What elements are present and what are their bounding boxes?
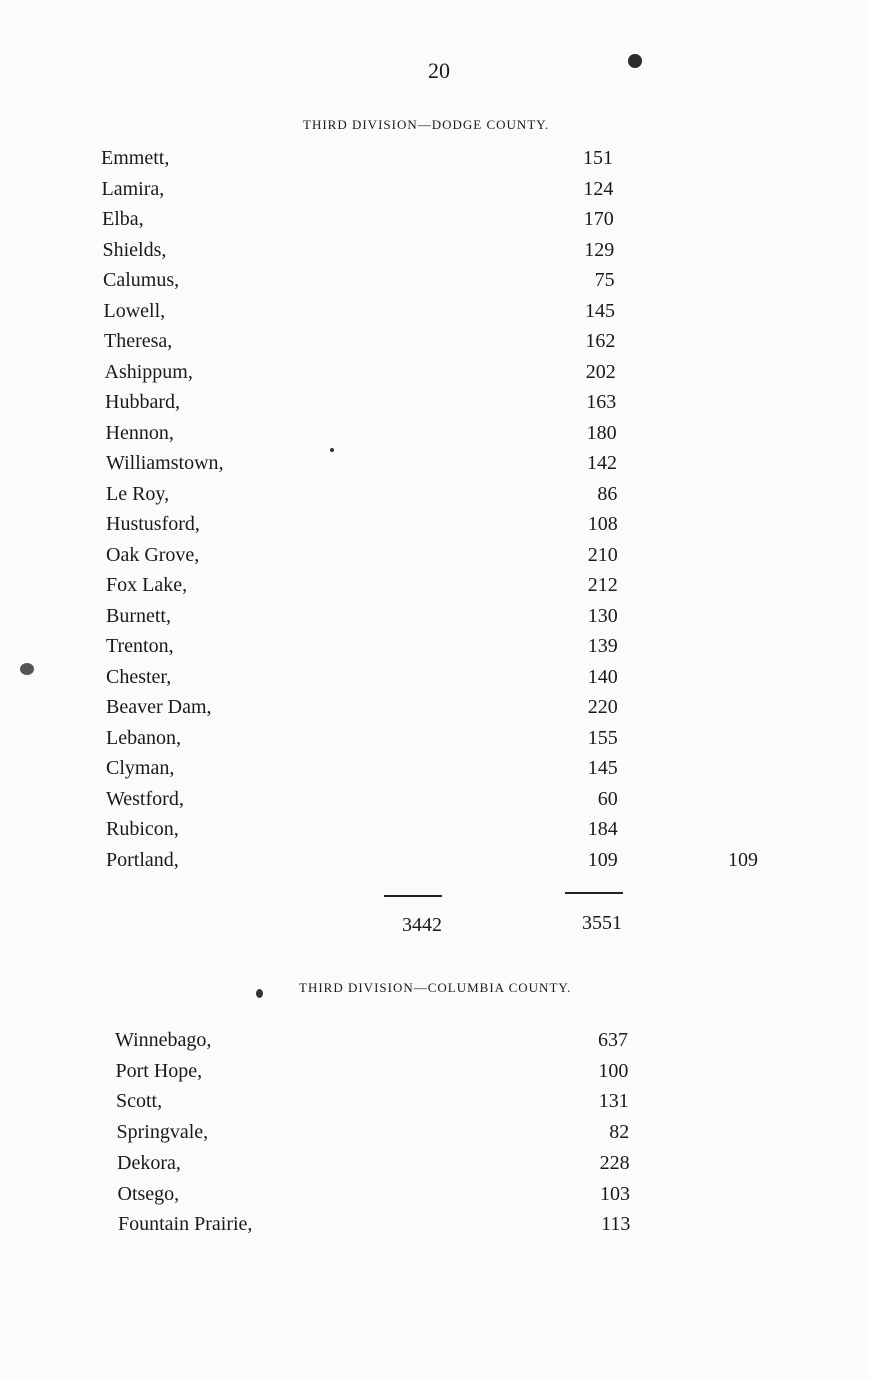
township-name: Otsego, (117, 1182, 180, 1205)
township-value: 75 (594, 269, 615, 291)
township-value: 131 (598, 1090, 629, 1113)
township-name: Shields, (102, 238, 167, 261)
township-value: 202 (585, 360, 616, 383)
township-value: 82 (609, 1121, 630, 1144)
township-name: Lebanon, (106, 726, 181, 749)
township-value: 124 (583, 177, 614, 200)
township-value: 109 (587, 848, 618, 871)
township-name: Portland, (106, 848, 179, 871)
table-row (0, 666, 869, 696)
township-value: 145 (587, 757, 618, 779)
township-name: Emmett, (101, 147, 170, 169)
table-row (0, 483, 869, 513)
table-row (0, 544, 869, 574)
township-value: 151 (583, 147, 613, 169)
township-name: Hubbard, (105, 391, 180, 413)
total-rule-left (384, 895, 442, 897)
township-name: Trenton, (106, 635, 174, 657)
township-name: Burnett, (106, 604, 171, 627)
township-value: 155 (587, 726, 618, 749)
township-name: Beaver Dam, (106, 696, 212, 718)
township-value: 210 (587, 543, 618, 566)
township-name: Hustusford, (106, 513, 200, 535)
table-row (0, 635, 869, 665)
township-name: Williamstown, (106, 452, 224, 474)
table-row (0, 757, 869, 787)
table-row (0, 696, 869, 726)
township-name: Fountain Prairie, (118, 1213, 253, 1236)
township-name: Chester, (106, 665, 172, 688)
township-name: Hennon, (105, 421, 174, 444)
township-value: 212 (587, 574, 618, 596)
township-value: 637 (598, 1029, 628, 1051)
township-value: 220 (587, 696, 618, 718)
table-row (0, 391, 869, 421)
township-value: 184 (587, 818, 618, 840)
table-row (0, 1213, 869, 1243)
township-value: 60 (597, 787, 618, 810)
township-value: 129 (584, 238, 615, 261)
township-name: Ashippum, (104, 360, 193, 383)
dodge-county-heading: THIRD DIVISION—DODGE COUNTY. (303, 117, 550, 132)
table-row (0, 574, 869, 604)
table-row (0, 1121, 869, 1151)
township-name: Dekora, (117, 1151, 181, 1174)
township-value: 86 (597, 482, 618, 505)
township-name: Theresa, (104, 330, 173, 352)
ink-blot (256, 989, 263, 998)
township-value: 100 (598, 1059, 629, 1082)
township-value: 113 (601, 1213, 631, 1236)
ink-blot (330, 448, 334, 452)
table-row (0, 849, 869, 879)
total-rule-right (565, 892, 623, 894)
township-value: 139 (587, 635, 618, 657)
township-value: 103 (600, 1182, 630, 1205)
table-row (0, 818, 869, 848)
township-value: 130 (587, 604, 618, 627)
township-value: 162 (585, 330, 616, 352)
dodge-total-right: 3551 (582, 912, 622, 934)
township-name: Le Roy, (106, 482, 170, 505)
township-name: Oak Grove, (106, 543, 200, 566)
table-row (0, 513, 869, 543)
township-name: Scott, (116, 1090, 163, 1113)
township-name: Lowell, (103, 299, 166, 322)
table-row (0, 788, 869, 818)
township-name: Lamira, (101, 177, 165, 200)
page-number: 20 (428, 58, 450, 83)
township-value: 140 (587, 665, 618, 688)
township-name: Westford, (106, 787, 184, 810)
township-value: 145 (585, 299, 615, 322)
township-name: Clyman, (106, 757, 175, 779)
table-row (0, 147, 869, 177)
township-value: 228 (599, 1151, 630, 1174)
table-row (0, 300, 869, 330)
table-row (0, 330, 869, 360)
table-row (0, 1060, 869, 1090)
table-row (0, 1029, 869, 1059)
township-extra-value: 109 (728, 848, 758, 871)
township-value: 108 (587, 513, 618, 535)
ink-blot (20, 663, 34, 675)
columbia-county-heading: THIRD DIVISION—COLUMBIA COUNTY. (299, 980, 572, 995)
table-row (0, 239, 869, 269)
township-value: 142 (587, 452, 617, 474)
table-row (0, 727, 869, 757)
township-value: 163 (586, 391, 617, 413)
township-name: Fox Lake, (106, 574, 188, 596)
township-name: Springvale, (116, 1121, 209, 1144)
dodge-total-left: 3442 (402, 914, 442, 936)
table-row (0, 1183, 869, 1213)
table-row (0, 1152, 869, 1182)
township-name: Rubicon, (106, 818, 179, 840)
table-row (0, 361, 869, 391)
ink-blot (628, 54, 642, 68)
table-row (0, 452, 869, 482)
township-name: Port Hope, (115, 1059, 203, 1082)
township-name: Winnebago, (115, 1029, 212, 1051)
township-value: 180 (586, 421, 617, 444)
table-row (0, 178, 869, 208)
table-row (0, 605, 869, 635)
township-value: 170 (583, 208, 614, 230)
table-row (0, 269, 869, 299)
table-row (0, 208, 869, 238)
table-row (0, 1090, 869, 1120)
township-name: Elba, (102, 208, 144, 230)
township-name: Calumus, (103, 269, 180, 291)
table-row (0, 422, 869, 452)
